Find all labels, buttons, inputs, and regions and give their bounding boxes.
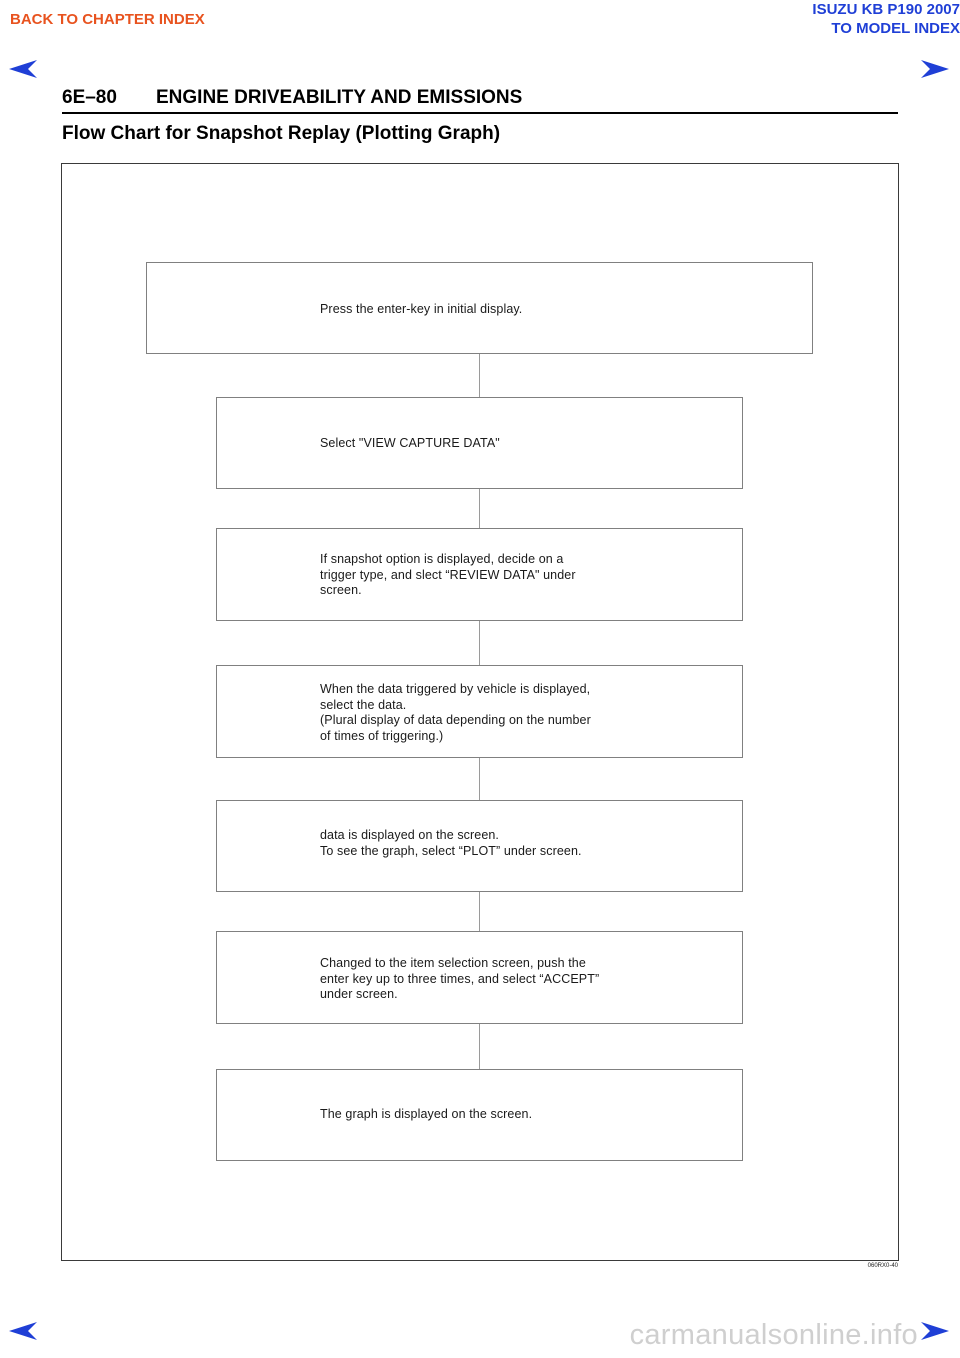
page-header (62, 86, 898, 114)
flow-step-text: The graph is displayed on the screen. (320, 1107, 533, 1121)
section-title: ENGINE DRIVEABILITY AND EMISSIONS (156, 87, 523, 108)
right-arrow-icon[interactable] (920, 1320, 950, 1342)
flow-step-text: Press the enter-key in initial display. (320, 302, 523, 316)
flow-connector (479, 354, 480, 397)
flow-connector (479, 757, 480, 800)
watermark: carmanualsonline.info (629, 1319, 918, 1351)
flow-step-text: When the data triggered by vehicle is displayed, select the data. (Plural display of data depending on the number of times of triggering.) (320, 682, 591, 743)
right-arrow-icon[interactable] (920, 58, 950, 80)
back-to-chapter-index-link[interactable]: BACK TO CHAPTER INDEX (10, 11, 205, 28)
model-name-label: ISUZU KB P190 2007 (812, 1, 960, 18)
flow-step-text: If snapshot option is displayed, decide on a trigger type, and slect “REVIEW DATA" under screen. (320, 552, 576, 597)
flow-step-text: Changed to the item selection screen, push the enter key up to three times, and select “ACCEPT” under screen. (320, 956, 600, 1001)
flow-step-text: Select "VIEW CAPTURE DATA" (320, 436, 500, 450)
flow-step-text: data is displayed on the screen. To see the graph, select “PLOT” under screen. (320, 828, 582, 858)
figure-title: Flow Chart for Snapshot Replay (Plotting Graph) (62, 123, 501, 144)
flow-connector (479, 891, 480, 931)
flow-connector (479, 488, 480, 528)
flow-connector (479, 620, 480, 665)
left-arrow-icon[interactable] (8, 58, 38, 80)
page-number: 6E–80 (62, 87, 117, 108)
figure-code: 060RX0-40 (867, 1263, 898, 1269)
flow-connector (479, 1023, 480, 1069)
left-arrow-icon[interactable] (8, 1320, 38, 1342)
to-model-index-link[interactable]: TO MODEL INDEX (831, 20, 960, 37)
